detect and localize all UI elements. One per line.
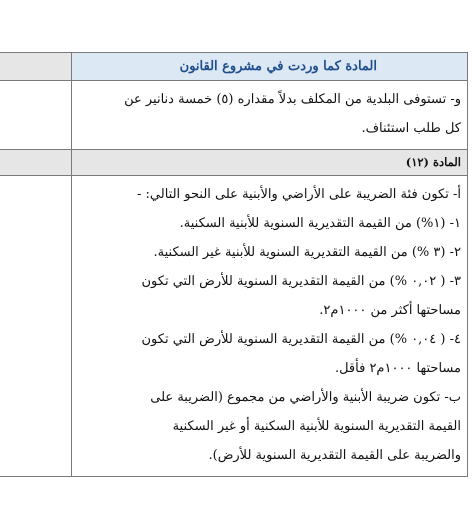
article-body-line: مساحتها أكثر من ١٠٠٠م٢. xyxy=(319,303,461,318)
article-body-cell xyxy=(72,176,468,477)
column-title: المادة كما وردت في مشروع القانون xyxy=(72,53,467,80)
article-body-text xyxy=(72,176,467,476)
article-body-row xyxy=(0,176,468,477)
empty-column-cell xyxy=(0,176,72,477)
article-body-line: ٣- ( ٠,٠٢ %) من القيمة التقديرية السنوية للأرض التي تكون xyxy=(141,274,461,289)
article-body-line: ب- تكون ضريبة الأبنية والأراضي من مجموع (الضريبة على xyxy=(150,390,461,405)
clause-v-cell xyxy=(72,81,468,150)
article-label: المادة (١٢) xyxy=(72,150,467,175)
clause-v-row xyxy=(0,81,468,150)
article-body-line: مساحتها ١٠٠٠م٢ فأقل. xyxy=(334,361,461,376)
article-body-line: والضريبة على القيمة التقديرية السنوية للأرض). xyxy=(208,448,461,463)
article-body-line: ١- (١%) من القيمة التقديرية السنوية للأبنية السكنية. xyxy=(179,216,461,231)
article-body-line: أ- تكون فئة الضريبة على الأراضي والأبنية على النحو التالي: - xyxy=(137,187,461,202)
header-cell xyxy=(72,53,468,81)
article-body-line: ٢- (٣ %) من القيمة التقديرية السنوية للأبنية غير السكنية. xyxy=(153,245,461,260)
article-label-cell xyxy=(72,150,468,176)
law-comparison-table xyxy=(0,52,468,477)
clause-v-text xyxy=(72,81,467,149)
table-header-row xyxy=(0,53,468,81)
empty-column-cell xyxy=(0,150,72,176)
empty-column-cell xyxy=(0,53,72,81)
empty-column-cell xyxy=(0,81,72,150)
article-body-line: ٤- ( ٠,٠٤ %) من القيمة التقديرية السنوية للأرض التي تكون xyxy=(141,332,461,347)
article-body-line: القيمة التقديرية السنوية للأبنية السكنية أو غير السكنية xyxy=(172,419,461,434)
clause-v-line: و- تستوفى البلدية من المكلف بدلاً مقداره (٥) خمسة دنانير عن xyxy=(124,92,461,107)
article-label-row xyxy=(0,150,468,176)
clause-v-line: كل طلب استئناف. xyxy=(361,121,461,136)
